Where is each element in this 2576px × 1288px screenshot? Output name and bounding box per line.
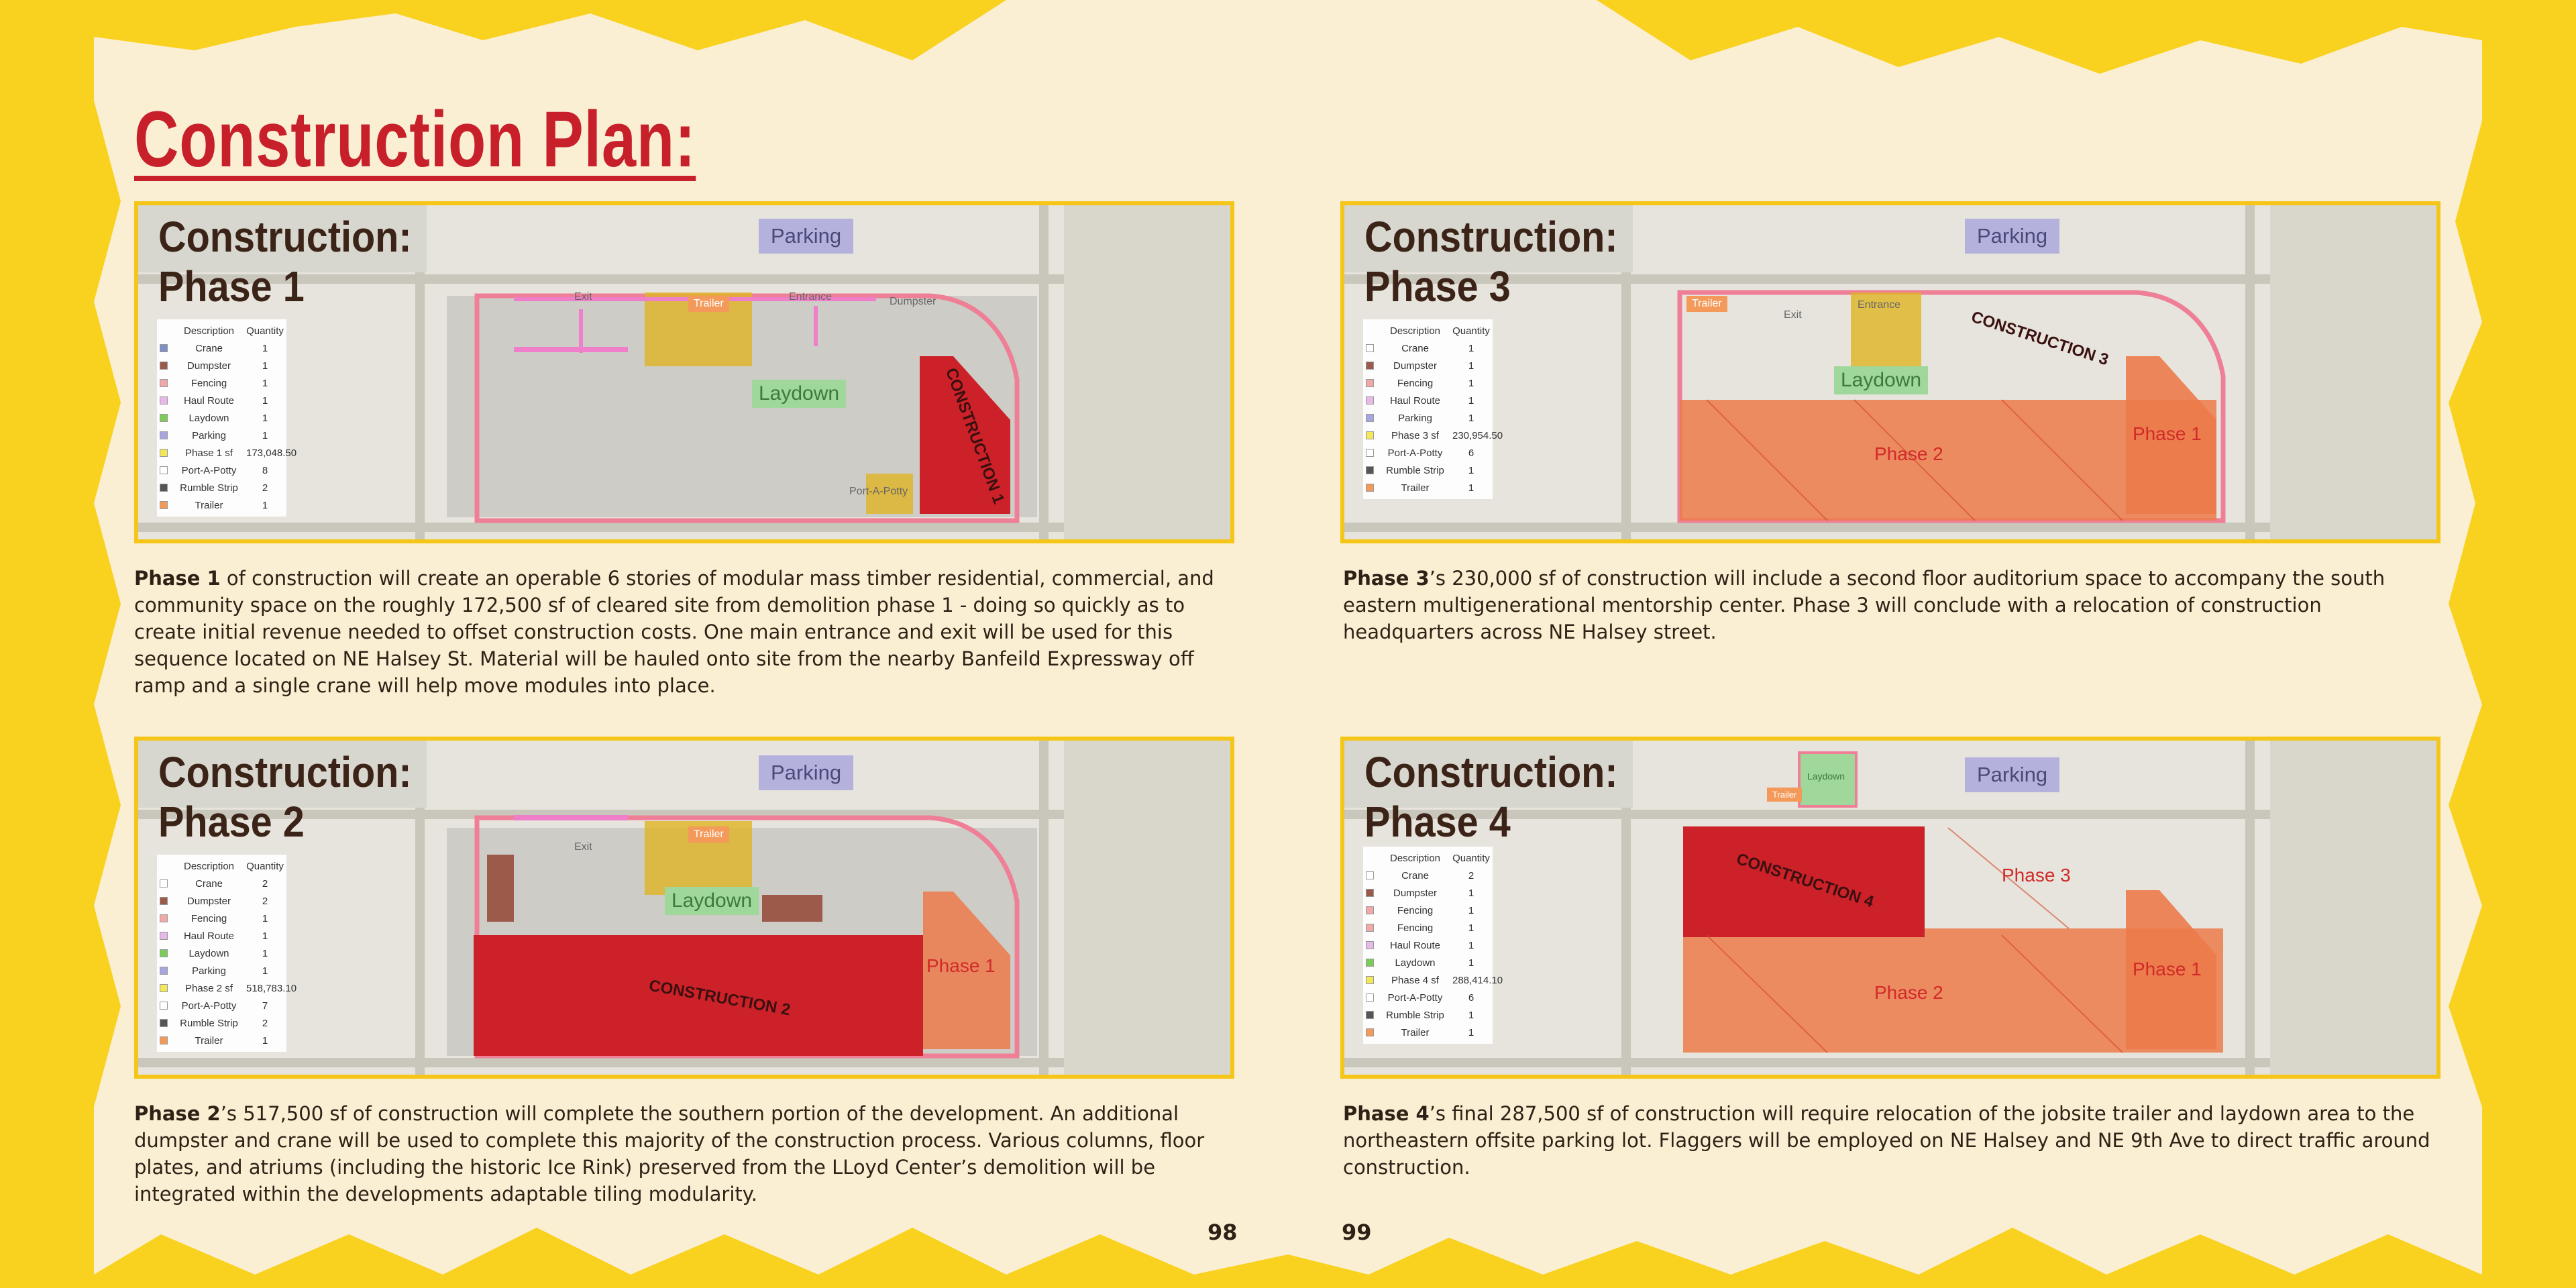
legend-quantity: 173,048.50 (246, 447, 297, 459)
phase-2-area-label: Phase 2 (1874, 443, 1943, 464)
legend-swatch (1366, 959, 1374, 967)
legend-row (160, 392, 284, 409)
trailer-label: Trailer (688, 296, 729, 312)
legend-row (160, 496, 284, 514)
phase-1-description: Phase 1 of construction will create an operable 6 stories of modular mass timber residential, commercial, and community space on the roughly 172,500 sf of cleared site from demolition phase 1 - doing so quickly as to create initial revenue needed to offset construction costs. One main entrance and exit will be used for this sequence located on NE Halsey St. Material will be hauled onto site from the nearby Banfeild Expressway off ramp and a single crane will help move modules into place. (134, 567, 1214, 697)
laydown-label: Laydown (665, 887, 759, 915)
legend-swatch (1366, 344, 1374, 352)
phase-2-lead: Phase 2 (134, 1102, 221, 1125)
legend-swatch (1366, 1028, 1374, 1036)
legend-swatch (1366, 449, 1374, 457)
legend-quantity: 1 (1468, 1009, 1474, 1021)
legend-description: Trailer (1401, 482, 1430, 494)
port-a-potty-label: Port-A-Potty (849, 486, 908, 497)
construction-label: CONSTRUCTION 1 (941, 365, 1008, 506)
legend-swatch (1366, 379, 1374, 387)
phase-2-legend (157, 855, 297, 1052)
phase-3-legend (1363, 319, 1503, 499)
legend-swatch (160, 1019, 168, 1027)
legend-quantity: 1 (1468, 1026, 1474, 1038)
legend-swatch (160, 967, 168, 975)
legend-row (160, 962, 284, 979)
legend-description: Laydown (1395, 957, 1436, 969)
legend-description: Phase 2 sf (185, 982, 233, 994)
legend-row (160, 1014, 284, 1032)
legend-quantity: 1 (262, 947, 268, 959)
phase-1-area-label: Phase 1 (2133, 959, 2202, 979)
legend-description: Phase 1 sf (185, 447, 233, 459)
legend-description: Haul Route (1389, 939, 1441, 951)
legend-swatch (1366, 362, 1374, 370)
entrance-label: Entrance (789, 291, 833, 303)
legend-description: Fencing (1397, 377, 1434, 389)
legend-swatch (1366, 906, 1374, 914)
legend-quantity: 2 (262, 895, 268, 907)
exit-label: Exit (1784, 309, 1802, 321)
phase-3-title: Construction: Phase 3 (1364, 213, 1618, 311)
legend-quantity: 1 (262, 930, 268, 942)
legend-row (160, 1032, 284, 1049)
legend-quantity: 1 (1468, 342, 1474, 354)
legend-quantity: 2 (262, 482, 268, 494)
trailer-label: Trailer (688, 826, 729, 843)
trailer-label: Trailer (1767, 788, 1802, 802)
legend-description: Fencing (191, 377, 227, 389)
legend-swatch (160, 897, 168, 905)
legend-swatch (1366, 924, 1374, 932)
legend-description: Dumpster (1393, 360, 1438, 372)
legend-description: Phase 4 sf (1391, 974, 1439, 986)
legend-row (1366, 479, 1490, 496)
legend-description: Haul Route (1389, 394, 1441, 407)
phase-1-area-label: Phase 1 (926, 955, 996, 976)
phase-2-area-label: Phase 2 (1874, 982, 1943, 1003)
legend-swatch (1366, 976, 1374, 984)
legend-row (160, 409, 284, 427)
legend-description: Fencing (1397, 904, 1434, 916)
legend-swatch (160, 1002, 168, 1010)
exit-label: Exit (574, 841, 592, 853)
construction-label: CONSTRUCTION 4 (1734, 849, 1876, 912)
legend-row (1366, 462, 1490, 479)
legend-header: Description Quantity (1389, 325, 1490, 337)
legend-quantity: 1 (1468, 887, 1474, 899)
parking-label: Parking (1965, 219, 2059, 254)
legend-row (1366, 339, 1490, 357)
legend-quantity: 1 (262, 1034, 268, 1046)
legend-row (160, 979, 297, 997)
legend-swatch (160, 914, 168, 922)
phase-2-title: Construction: Phase 2 (158, 748, 412, 846)
legend-description: Trailer (195, 1034, 223, 1046)
legend-quantity: 1 (1468, 412, 1474, 424)
page-number-right: 99 (1342, 1220, 1372, 1245)
legend-row (160, 427, 284, 444)
legend-row (160, 479, 284, 496)
legend-quantity: 288,414.10 (1452, 974, 1503, 986)
legend-description: Crane (1401, 869, 1429, 881)
legend-row (1366, 427, 1503, 444)
phase-3-lead: Phase 3 (1343, 567, 1430, 590)
phase-2-map (134, 737, 1234, 1079)
legend-header: Description Quantity (183, 325, 284, 337)
dumpster-label: Dumpster (890, 296, 936, 307)
legend-quantity: 1 (262, 342, 268, 354)
legend-row (1366, 902, 1490, 919)
legend-row (1366, 392, 1490, 409)
legend-quantity: 1 (262, 499, 268, 511)
legend-description: Rumble Strip (1386, 1009, 1444, 1021)
legend-quantity: 1 (262, 429, 268, 441)
legend-swatch (1366, 484, 1374, 492)
legend-description: Dumpster (186, 895, 231, 907)
construction-label: CONSTRUCTION 2 (647, 976, 792, 1020)
legend-quantity: 1 (1468, 922, 1474, 934)
legend-swatch (160, 379, 168, 387)
legend-quantity: 230,954.50 (1452, 429, 1503, 441)
legend-swatch (1366, 994, 1374, 1002)
legend-swatch (160, 932, 168, 940)
legend-quantity: 6 (1468, 991, 1474, 1004)
legend-quantity: 1 (1468, 482, 1474, 494)
legend-row (160, 945, 284, 962)
legend-description: Dumpster (1393, 887, 1438, 899)
legend-row (1366, 409, 1490, 427)
legend-row (1366, 357, 1490, 374)
legend-row (1366, 919, 1490, 936)
legend-swatch (160, 984, 168, 992)
phase-4-lead: Phase 4 (1343, 1102, 1430, 1125)
phase-1-map (134, 201, 1234, 543)
legend-row (1366, 1006, 1490, 1024)
legend-row (1366, 971, 1503, 989)
legend-row (160, 339, 284, 357)
phase-4-title: Construction: Phase 4 (1364, 748, 1618, 846)
parking-label: Parking (1965, 757, 2059, 792)
phase-3-map (1340, 201, 2440, 543)
legend-description: Port-A-Potty (181, 464, 237, 476)
legend-row (160, 997, 284, 1014)
legend-quantity: 1 (262, 360, 268, 372)
legend-swatch (160, 396, 168, 405)
legend-quantity: 1 (1468, 377, 1474, 389)
phase-2-description: Phase 2’s 517,500 sf of construction will complete the southern portion of the development. An additional dumpster and crane will be used to complete this majority of the construction process. Various columns, floor plates, and atriums (including the historic Ice Rink) preserved from the LLoyd Center’s demolition will be integrated within the developments adaptable tiling modularity. (134, 1102, 1205, 1205)
legend-row (160, 892, 284, 910)
legend-description: Crane (195, 342, 223, 354)
legend-header: Description Quantity (183, 860, 284, 872)
legend-description: Parking (192, 965, 226, 977)
phase-3-description: Phase 3’s 230,000 sf of construction will include a second floor auditorium space to accompany the south eastern multigenerational mentorship center. Phase 3 will conclude with a relocation of construction headquarters across NE Halsey street. (1343, 567, 2385, 643)
phase-1-area-label: Phase 1 (2133, 423, 2202, 444)
legend-quantity: 1 (1468, 360, 1474, 372)
legend-description: Laydown (189, 412, 229, 424)
legend-quantity: 1 (262, 912, 268, 924)
page-number-left: 98 (1208, 1220, 1238, 1245)
legend-description: Crane (1401, 342, 1429, 354)
phase-4-legend (1363, 847, 1503, 1044)
legend-quantity: 2 (262, 1017, 268, 1029)
legend-header: Description Quantity (1389, 852, 1490, 864)
legend-description: Port-A-Potty (1387, 991, 1443, 1004)
laydown-label: Laydown (1807, 771, 1845, 782)
legend-description: Laydown (189, 947, 229, 959)
phase-1-lead: Phase 1 (134, 567, 221, 590)
legend-row (1366, 989, 1490, 1006)
legend-swatch (1366, 414, 1374, 422)
legend-row (1366, 374, 1490, 392)
legend-description: Parking (192, 429, 226, 441)
phase-4-description: Phase 4’s final 287,500 sf of construction will require relocation of the jobsite trailer and laydown area to the northeastern offsite parking lot. Flaggers will be employed on NE Halsey and NE 9th Ave to direct traffic around construction. (1343, 1102, 2430, 1179)
legend-quantity: 1 (262, 377, 268, 389)
legend-swatch (1366, 941, 1374, 949)
legend-swatch (160, 449, 168, 457)
legend-description: Fencing (191, 912, 227, 924)
legend-row (1366, 444, 1490, 462)
legend-description: Rumble Strip (180, 1017, 238, 1029)
legend-description: Haul Route (183, 394, 235, 407)
legend-description: Rumble Strip (180, 482, 238, 494)
legend-quantity: 6 (1468, 447, 1474, 459)
legend-swatch (1366, 1011, 1374, 1019)
phase-4-map (1340, 737, 2440, 1079)
legend-swatch (160, 466, 168, 474)
phase-3-area-label: Phase 3 (2002, 865, 2071, 885)
legend-swatch (1366, 396, 1374, 405)
legend-swatch (1366, 889, 1374, 897)
legend-row (160, 357, 284, 374)
legend-row (1366, 936, 1490, 954)
legend-row (160, 875, 284, 892)
legend-row (160, 374, 284, 392)
legend-swatch (1366, 466, 1374, 474)
parking-label: Parking (759, 219, 853, 254)
legend-swatch (160, 501, 168, 509)
legend-quantity: 1 (1468, 939, 1474, 951)
construction-label: CONSTRUCTION 3 (1969, 307, 2111, 370)
parking-label: Parking (759, 755, 853, 790)
laydown-label: Laydown (1834, 366, 1928, 394)
legend-quantity: 2 (1468, 869, 1474, 881)
legend-swatch (160, 431, 168, 439)
legend-quantity: 7 (262, 1000, 268, 1012)
legend-swatch (160, 484, 168, 492)
legend-quantity: 1 (1468, 394, 1474, 407)
legend-quantity: 1 (1468, 464, 1474, 476)
legend-description: Port-A-Potty (1387, 447, 1443, 459)
legend-description: Trailer (1401, 1026, 1430, 1038)
legend-swatch (160, 362, 168, 370)
legend-description: Haul Route (183, 930, 235, 942)
legend-row (160, 910, 284, 927)
legend-row (160, 444, 297, 462)
legend-quantity: 1 (1468, 904, 1474, 916)
legend-swatch (160, 949, 168, 957)
legend-quantity: 518,783.10 (246, 982, 297, 994)
trailer-label: Trailer (1686, 296, 1727, 312)
legend-quantity: 1 (262, 412, 268, 424)
legend-description: Dumpster (186, 360, 231, 372)
legend-quantity: 1 (262, 965, 268, 977)
legend-description: Trailer (195, 499, 223, 511)
legend-row (160, 462, 284, 479)
legend-row (1366, 867, 1490, 884)
legend-row (1366, 1024, 1490, 1041)
legend-quantity: 1 (262, 394, 268, 407)
legend-swatch (160, 344, 168, 352)
legend-description: Port-A-Potty (181, 1000, 237, 1012)
legend-quantity: 2 (262, 877, 268, 890)
legend-description: Parking (1398, 412, 1432, 424)
legend-row (160, 927, 284, 945)
legend-quantity: 8 (262, 464, 268, 476)
page-title: Construction Plan: (134, 95, 696, 184)
legend-swatch (160, 1036, 168, 1044)
laydown-label: Laydown (752, 380, 846, 408)
legend-swatch (1366, 871, 1374, 879)
legend-description: Rumble Strip (1386, 464, 1444, 476)
legend-swatch (160, 879, 168, 888)
phase-1-title: Construction: Phase 1 (158, 213, 412, 311)
legend-description: Fencing (1397, 922, 1434, 934)
phase-1-legend (157, 319, 297, 517)
exit-label: Exit (574, 291, 592, 303)
legend-quantity: 1 (1468, 957, 1474, 969)
legend-description: Crane (195, 877, 223, 890)
legend-swatch (1366, 431, 1374, 439)
legend-description: Phase 3 sf (1391, 429, 1439, 441)
legend-swatch (160, 414, 168, 422)
legend-row (1366, 884, 1490, 902)
legend-row (1366, 954, 1490, 971)
entrance-label: Entrance (1858, 299, 1901, 311)
